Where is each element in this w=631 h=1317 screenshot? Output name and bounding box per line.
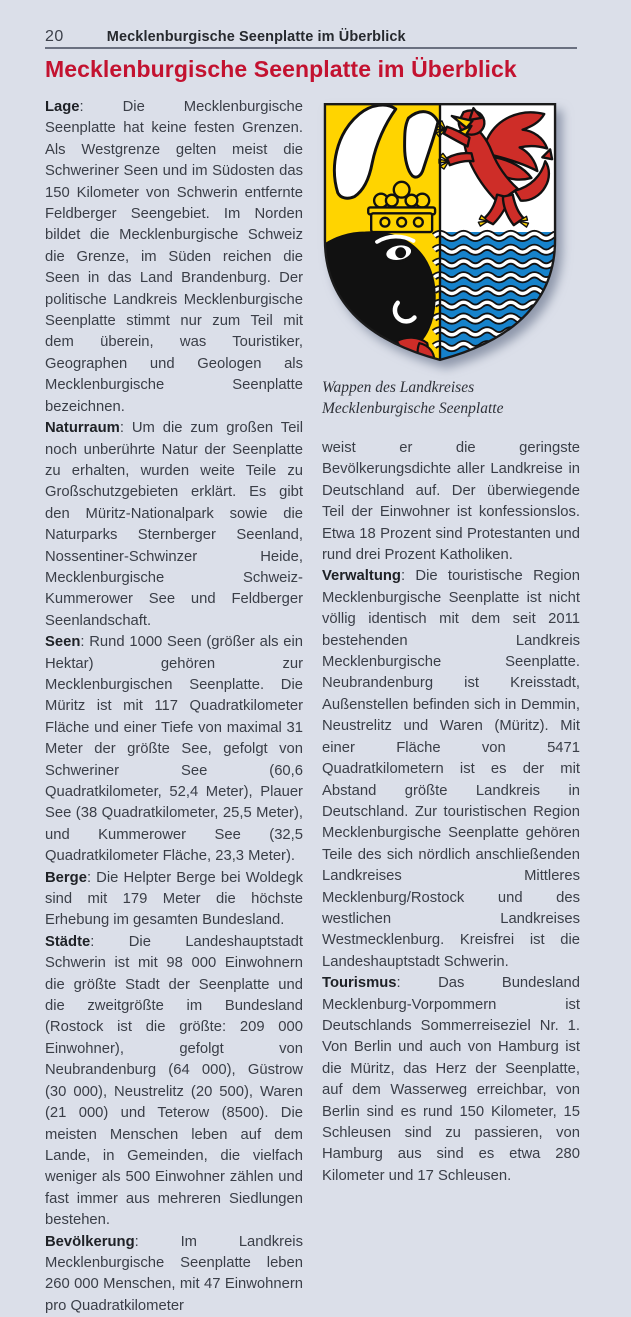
wavy-bars — [434, 233, 558, 348]
paragraph-label: Naturraum — [45, 420, 120, 437]
paragraph-label: Tourismus — [322, 975, 397, 992]
paragraph-bevoelkerung — [45, 1232, 303, 1317]
coat-of-arms-image — [322, 99, 558, 367]
paragraph-text: : Rund 1000 Seen (größer als ein Hektar) gehören zur Mecklenburgischen Seenplatte. Die Müritz ist mit 117 Quadratkilometer Fläche und einer Tiefe von maximal 31 Meter der größte See, gefolgt von Schweriner See (60,6 Quadratkilometer, 52,4 Meter), Plauer See (38 Quadratkilometer, 25,5 Meter), und Kummerower See (32,5 Quadratkilometer Fläche, 23,3 Meter). — [45, 634, 303, 865]
running-header — [45, 28, 578, 46]
paragraph-staedte — [45, 932, 303, 1232]
paragraph-label: Städte — [45, 933, 91, 950]
header-rule — [45, 47, 577, 49]
paragraph-label: Berge — [45, 869, 87, 886]
image-caption: Wappen des Landkreises Mecklenburgische Seenplatte — [322, 379, 504, 417]
pale-division-line — [439, 102, 441, 364]
paragraph-label: Seen — [45, 634, 81, 651]
paragraph-text: : Die Helpter Berge bei Woldegk sind mit 179 Meter die höchste Erhebung im gesamten Bundesland. — [45, 869, 303, 929]
paragraph-label: Bevölkerung — [45, 1233, 135, 1250]
paragraph-tourismus — [322, 973, 580, 1187]
page-title: Mecklenburgische Seenplatte im Überblick — [45, 56, 517, 82]
paragraph-text: : Das Bundesland Mecklenburg-Vorpommern ist Deutschlands Sommerreiseziel Nr. 1. Von Berlin und auch von Hamburg ist die Müritz, das Herz der Seenplatte, auf dem Wasserweg erreichbar, von Berlin sind es rund 150 Kilometer, 15 Schleusen sind zu passieren, von Hamburg aus sind es etwa 280 Kilometer und 17 Schleusen. — [322, 975, 580, 1184]
left-column — [45, 97, 303, 1317]
right-column — [322, 97, 580, 1317]
paragraph-text: : Die touristische Region Mecklenburgische Seenplatte ist nicht völlig identisch mit dem seit 2011 bestehenden Landkreis Mecklenburgische Seenplatte. Neubrandenburg ist Kreisstadt, Außenstellen befinden sich in Demmin, Neustrelitz und Waren (Müritz). Mit einer Fläche von 5471 Quadratkilometern ist es der mit Abstand größte Landkreis in Deutschland. Zur touristischen Region Mecklenburgische Seenplatte gehören Teile des sich nördlich anschließenden Landkreises Mittleres Mecklenburg/Rostock und des westlichen Landkreises Westmecklenburg. Kreisfrei ist die Landeshauptstadt Schwerin. — [322, 568, 580, 970]
paragraph-text: : Um die zum großen Teil noch unberührte Natur der Seenplatte zu erhalten, wurden weite Teile zu Großschutzgebieten erklärt. Es gibt den Müritz-Nationalpark sowie die Naturparks Sternberger Seenland, Nossentiner-Schwinzer Heide, Mecklenburgische Schweiz-Kummerower See und Feldberger Seenlandschaft. — [45, 420, 303, 629]
running-header-title: Mecklenburgische Seenplatte im Überblick — [106, 29, 406, 45]
paragraph-seen — [45, 632, 303, 867]
paragraph-text: weist er die geringste Bevölkerungsdichte aller Landkreise in Deutschland auf. Der überwiegende Teil der Einwohner ist konfessionslos. Etwa 18 Prozent sind Protestanten und rund drei Prozent Katholiken. — [322, 440, 580, 564]
paragraph-continuation — [322, 438, 580, 566]
paragraph-naturraum — [45, 418, 303, 632]
bull-pupil — [396, 248, 406, 258]
coat-of-arms-figure — [322, 99, 570, 367]
paragraph-text: : Die Landeshauptstadt Schwerin ist mit 98 000 Einwohnern die größte Stadt der Seenplatte und die zweitgrößte im Bundesland (Rostock ist die größte: 209 000 Einwohner), gefolgt von Neubrandenburg (64 000), Güstrow (30 000), Neustrelitz (20 500), Waren (21 000) und Teterow (8500). Die meisten Menschen leben auf dem Lande, in Gemeinden, die vielfach weniger als 500 Einwohner zählen und fast immer aus mehreren Siedlungen bestehen. — [45, 933, 303, 1229]
paragraph-berge — [45, 868, 303, 932]
paragraph-label: Lage — [45, 99, 80, 115]
page-number: 20 — [45, 28, 64, 45]
paragraph-verwaltung — [322, 566, 580, 973]
paragraph-label: Verwaltung — [322, 568, 401, 585]
paragraph-text: : Die Mecklenburgische Seenplatte hat keine festen Grenzen. Als Westgrenze gelten meist die Schweriner Seen und im Südosten das 150 Kilometer von Schwerin entfernte Feldberger Seengebiet. Im Norden bildet die Mecklenburgische Schweiz die Grenze, im Süden reichen die Seen in das Land Brandenburg. Der politische Landkreis Mecklenburgische Seenplatte stimmt nur zum Teil mit dem überein, was Touristiker, Geographen und Geologen als Mecklenburgische Seenplatte bezeichnen. — [45, 99, 303, 415]
paragraph-lage — [45, 97, 303, 418]
paragraph-text: : Im Landkreis Mecklenburgische Seenplatte leben 260 000 Menschen, mit 47 Einwohnern pro Quadratkilometer — [45, 1233, 303, 1314]
two-column-layout — [45, 97, 581, 1317]
